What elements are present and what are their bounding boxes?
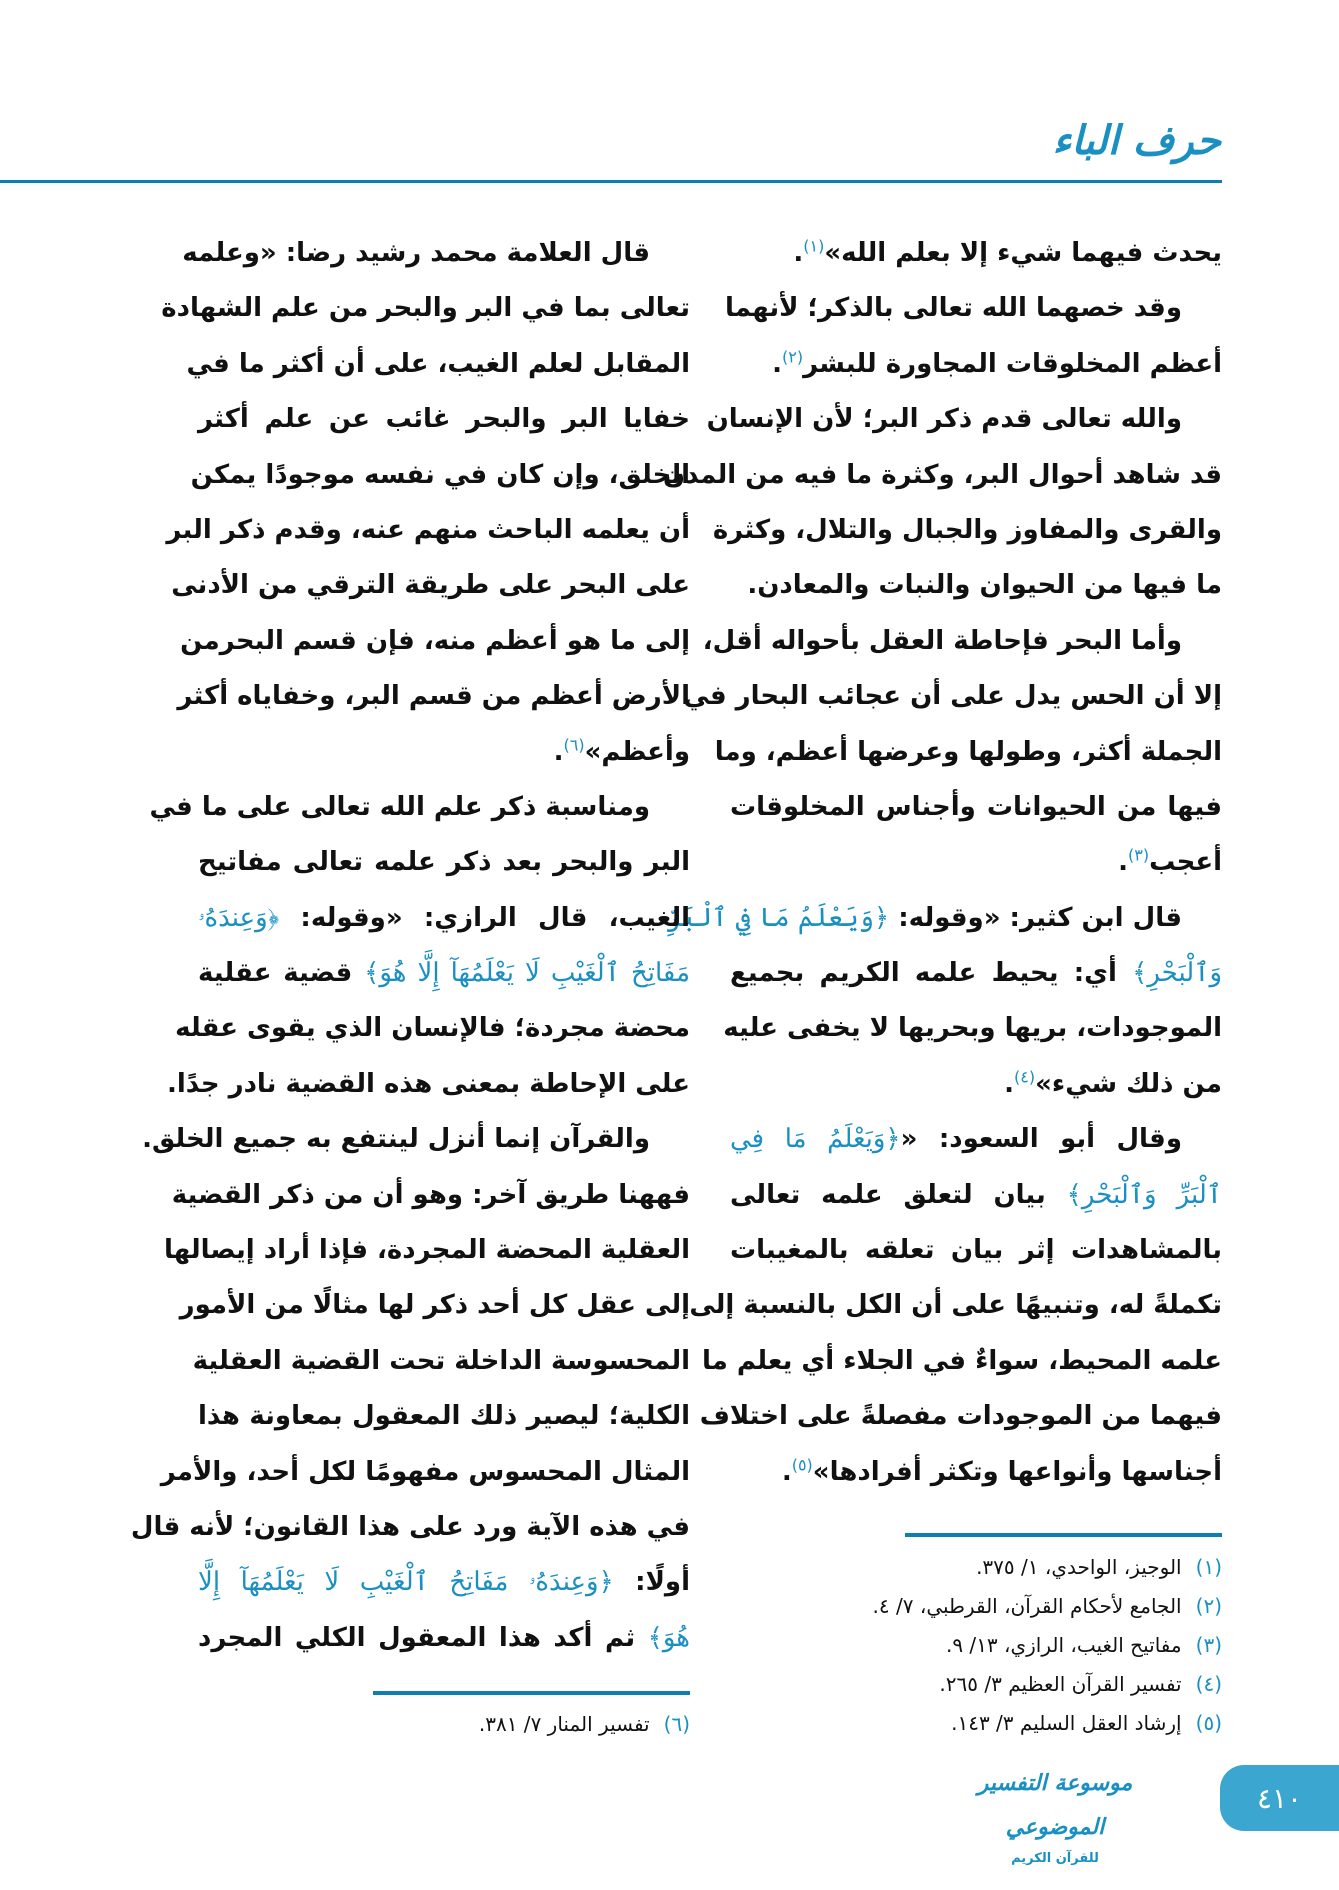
logo-subtitle: للقرآن الكريم [1011, 1851, 1099, 1866]
text-line [179, 1278, 690, 1333]
text-line [706, 392, 1222, 447]
quran-verse: مَفَاتِحُ ٱلْغَيْبِ لَا يَعْلَمُهَآ إِلَّا هُوَ﴾ [364, 958, 690, 989]
body-text: وأما البحر فإحاطة العقل بأحواله أقل، [702, 625, 1182, 656]
footnote-ref[interactable]: (١) [803, 236, 825, 256]
footnote-ref[interactable]: (٥) [791, 1454, 813, 1474]
body-text: وأعظم» [584, 736, 690, 767]
text-line [161, 281, 690, 336]
body-text: . [793, 238, 804, 268]
body-text: في هذه الآية ورد على هذا القانون؛ لأنه قال [130, 1511, 690, 1542]
body-text: . [772, 348, 782, 379]
quran-verse: هُوَ﴾ [647, 1622, 690, 1653]
page-number-tab [1220, 1765, 1339, 1831]
body-text: الموجودات، بريها وبحريها لا يخفى عليه [723, 1013, 1222, 1044]
body-text: قال العلامة محمد رشيد رضا: «وعلمه [182, 238, 650, 268]
text-line [177, 669, 690, 724]
footnote-number: (٤) [1195, 1672, 1222, 1696]
body-text: والقرى والمفاوز والجبال والتلال، وكثرة [712, 514, 1222, 545]
body-text: المقابل لعلم الغيب، على أن أكثر ما في [186, 348, 690, 379]
text-line [198, 1611, 690, 1666]
text-line [130, 1500, 690, 1555]
body-text: أعظم المخلوقات المجاورة للبشر [803, 348, 1222, 379]
body-text: ومناسبة ذكر علم الله تعالى على ما في [149, 791, 650, 822]
text-line [730, 1057, 1222, 1112]
text-line [730, 226, 1222, 281]
text-line [689, 1278, 1222, 1333]
body-text: الأرض أعظم من قسم البر، وخفاياه أكثر [177, 681, 690, 712]
text-line [167, 1057, 690, 1112]
body-text: الخلق، وإن كان في نفسه موجودًا يمكن [190, 459, 690, 490]
body-text: أولًا: [613, 1567, 691, 1598]
body-text: . [1118, 847, 1128, 878]
footnote-text: إرشاد العقل السليم ٣/ ١٤٣. [951, 1711, 1182, 1735]
text-line [198, 891, 690, 946]
footnote-ref[interactable]: (٦) [563, 734, 585, 754]
chapter-title: حرف الباء [1052, 118, 1221, 164]
header-divider [0, 180, 1222, 183]
text-line [163, 1223, 690, 1278]
body-text: يحدث فيهما شيء إلا بعلم الله» [824, 238, 1222, 268]
text-line [166, 503, 690, 558]
footnote-text: تفسير المنار ٧/ ٣٨١. [478, 1712, 650, 1736]
text-line [702, 1334, 1222, 1389]
body-text: فيهما من الموجودات مفصلةً على اختلاف [699, 1401, 1222, 1432]
text-line [730, 1223, 1222, 1278]
body-text: محضة مجردة؛ فالإنسان الذي يقوى عقله [175, 1013, 690, 1044]
text-line [712, 503, 1222, 558]
body-text: قضية عقلية [198, 958, 365, 989]
body-text: أن يعلمه الباحث منهم عنه، وقدم ذكر البر [166, 514, 690, 545]
text-line [198, 1555, 690, 1610]
text-line [730, 780, 1222, 835]
footnote-text: مفاتيح الغيب، الرازي، ١٣/ ٩. [945, 1633, 1182, 1657]
body-text: أجناسها وأنواعها وتكثر أفرادها» [812, 1456, 1222, 1487]
text-line [149, 780, 690, 835]
body-text: وقال أبو السعود: « [900, 1124, 1182, 1155]
body-text: أي: يحيط علمه الكريم بجميع [730, 958, 1133, 989]
text-line [730, 337, 1222, 392]
footnote-divider-right [905, 1533, 1222, 1537]
body-text: إلا أن الحس يدل على أن عجائب البحار في [683, 681, 1222, 712]
footnotes-left [198, 1705, 690, 1744]
footnote-divider-left [373, 1691, 690, 1695]
body-text: ثم أكد هذا المعقول الكلي المجرد [198, 1622, 648, 1653]
body-text: تكملةً له، وتنبيهًا على أن الكل بالنسبة إلى [689, 1290, 1222, 1321]
text-line [730, 946, 1222, 1001]
right-column [662, 226, 1222, 1500]
body-text: إلى ما هو أعظم منه، فإن قسم البحرمن [180, 625, 690, 656]
footnote-text: تفسير القرآن العظيم ٣/ ٢٦٥. [939, 1672, 1182, 1696]
body-text: قد شاهد أحوال البر، وكثرة ما فيه من المدن [662, 459, 1222, 490]
text-line [730, 1112, 1222, 1167]
body-text: ما فيها من الحيوان والنبات والمعادن. [747, 570, 1222, 601]
text-line [699, 1389, 1222, 1444]
quran-verse: ﴿وَيَعْلَمُ مَا فِي [730, 1124, 901, 1155]
body-text: والله تعالى قدم ذكر البر؛ لأن الإنسان [706, 404, 1182, 435]
body-text: فههنا طريق آخر: وهو أن من ذكر القضية [171, 1179, 690, 1210]
footnote [730, 1665, 1222, 1704]
text-line [182, 226, 690, 281]
footnote-text: الوجيز، الواحدي، ١/ ٣٧٥. [976, 1555, 1182, 1579]
body-text: بيان لتعلق علمه تعالى [730, 1179, 1067, 1210]
body-text: الغيب، قال الرازي: «وقوله: [279, 902, 690, 933]
text-line [175, 1001, 690, 1056]
text-line [714, 725, 1222, 780]
body-text: علمه المحيط، سواءٌ في الجلاء أي يعلم ما [702, 1345, 1222, 1376]
encyclopedia-logo [930, 1762, 1180, 1866]
footnote [730, 1704, 1222, 1743]
text-line [192, 1334, 690, 1389]
text-line [683, 669, 1222, 724]
text-line [198, 392, 690, 447]
body-text: . [781, 1456, 792, 1487]
text-line [190, 448, 690, 503]
body-text: الكلية؛ ليصير ذلك المعقول بمعاونة هذا [198, 1401, 690, 1432]
text-line [730, 1168, 1222, 1223]
body-text: فيها من الحيوانات وأجناس المخلوقات [730, 791, 1222, 822]
footnote [730, 1548, 1222, 1587]
text-line [186, 337, 690, 392]
footnote-ref[interactable]: (٢) [781, 347, 804, 367]
text-line [142, 1112, 690, 1167]
footnote-ref[interactable]: (٤) [1014, 1067, 1036, 1087]
logo-title: موسوعة التفسير الموضوعي [977, 1771, 1133, 1840]
body-text: . [1004, 1068, 1015, 1099]
body-text: الجملة أكثر، وطولها وعرضها أعظم، وما [714, 736, 1222, 767]
footnote [198, 1705, 690, 1744]
footnotes-right [730, 1548, 1222, 1743]
quran-verse: وَٱلْبَحْرِ﴾ [1132, 958, 1222, 989]
text-line [730, 1445, 1222, 1500]
body-text: تعالى بما في البر والبحر من علم الشهادة [161, 293, 690, 324]
body-text: على البحر على طريقة الترقي من الأدنى [171, 570, 690, 601]
text-line [171, 1168, 690, 1223]
body-text: المثال المحسوس مفهومًا لكل أحد، والأمر [160, 1456, 690, 1487]
footnote-number: (٢) [1195, 1594, 1222, 1618]
footnote [730, 1626, 1222, 1665]
text-line [180, 614, 690, 669]
footnote-text: الجامع لأحكام القرآن، القرطبي، ٧/ ٤. [872, 1594, 1182, 1618]
body-text: والقرآن إنما أنزل لينتفع به جميع الخلق. [142, 1124, 650, 1155]
page-number: ٤١٠ [1256, 1781, 1303, 1815]
body-text: من ذلك شيء» [1035, 1068, 1222, 1099]
text-line [730, 835, 1222, 890]
body-text: البر والبحر بعد ذكر علمه تعالى مفاتيح [198, 847, 690, 878]
body-text: بالمشاهدات إثر بيان تعلقه بالمغيبات [730, 1235, 1222, 1266]
body-text: أعجب [1149, 847, 1222, 878]
footnote-number: (٥) [1195, 1711, 1222, 1735]
body-text: المحسوسة الداخلة تحت القضية العقلية [192, 1345, 690, 1376]
text-line [198, 835, 690, 890]
text-line [725, 281, 1222, 336]
body-text: خفايا البر والبحر غائب عن علم أكثر [198, 404, 690, 435]
body-text: إلى عقل كل أحد ذكر لها مثالًا من الأمور [179, 1290, 690, 1321]
footnote [730, 1587, 1222, 1626]
text-line [666, 891, 1222, 946]
text-line [171, 558, 690, 613]
body-text: العقلية المحضة المجردة، فإذا أراد إيصالها [163, 1235, 690, 1266]
footnote-number: (١) [1195, 1555, 1222, 1579]
text-line [198, 1389, 690, 1444]
text-line [662, 448, 1222, 503]
quran-verse: ﴿وَعِندَهُۥ [198, 902, 280, 933]
body-text: . [553, 736, 564, 767]
body-text: قال ابن كثير: «وقوله: [889, 902, 1182, 933]
text-line [160, 1445, 690, 1500]
text-line [198, 725, 690, 780]
footnote-number: (٣) [1195, 1633, 1222, 1657]
text-line [702, 614, 1222, 669]
quran-verse: ٱلْبَرِّ وَٱلْبَحْرِ﴾ [1066, 1179, 1222, 1210]
body-text: وقد خصهما الله تعالى بالذكر؛ لأنهما [725, 293, 1182, 324]
quran-verse: ﴿وَيَعْلَمُ مَا فِي ٱلْبَرِّ [666, 902, 890, 933]
footnote-number: (٦) [663, 1712, 690, 1736]
body-text: على الإحاطة بمعنى هذه القضية نادر جدًا. [167, 1068, 690, 1099]
text-line [198, 946, 690, 1001]
text-line [723, 1001, 1222, 1056]
footnote-ref[interactable]: (٣) [1127, 845, 1150, 865]
text-line [730, 558, 1222, 613]
left-column [130, 226, 691, 1666]
quran-verse: ﴿وَعِندَهُۥ مَفَاتِحُ ٱلْغَيْبِ لَا يَعْلَمُهَآ إِلَّا [198, 1567, 614, 1598]
